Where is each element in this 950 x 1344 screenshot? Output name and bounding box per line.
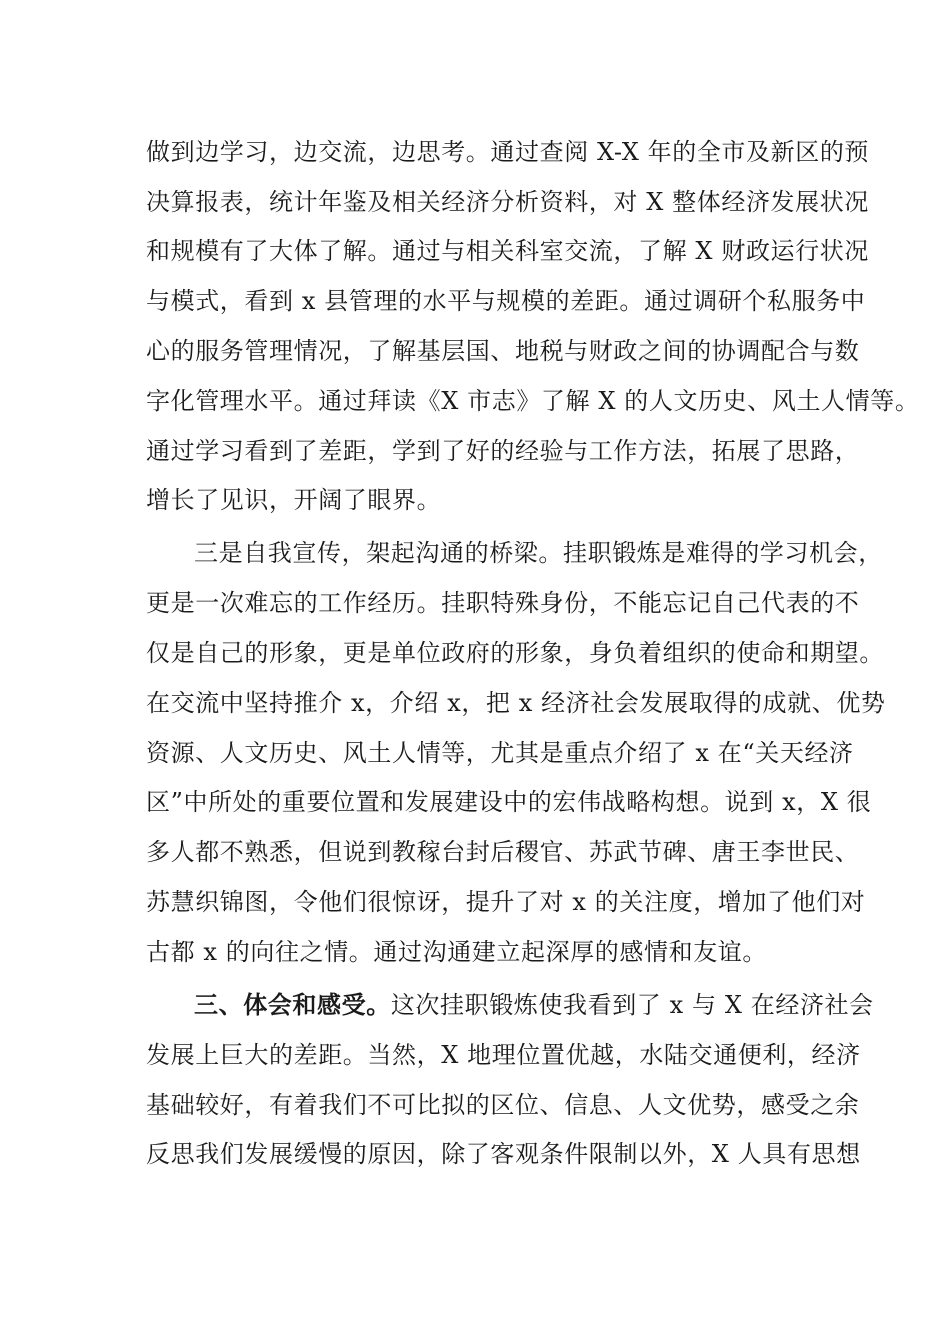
section-heading: 三、体会和感受。: [194, 990, 391, 1019]
text-line: 与模式，看到 x 县管理的水平与规模的差距。通过调研个私服务中: [146, 287, 866, 315]
text-line: 区”中所处的重要位置和发展建设中的宏伟战略构想。说到 x，X 很: [146, 788, 872, 816]
text-line: 做到边学习，边交流，边思考。通过查阅 X-X 年的全市及新区的预: [146, 138, 870, 166]
text-line: 苏慧织锦图，令他们很惊讶，提升了对 x 的关注度，增加了他们对: [146, 888, 866, 916]
text-line: 仅是自己的形象，更是单位政府的形象，身负着组织的使命和期望。: [146, 639, 884, 667]
text-line: 三是自我宣传，架起沟通的桥梁。挂职锻炼是难得的学习机会，: [194, 539, 883, 567]
heading-line-text: 这次挂职锻炼使我看到了 x 与 X 在经济社会: [390, 991, 874, 1019]
text-line: 古都 x 的向往之情。通过沟通建立起深厚的感情和友谊。: [146, 938, 767, 966]
text-line: 资源、人文历史、风土人情等，尤其是重点介绍了 x 在“关天经济: [146, 739, 854, 767]
text-line: 增长了见识，开阔了眼界。: [146, 486, 442, 514]
text-line: 在交流中坚持推介 x，介绍 x，把 x 经济社会发展取得的成就、优势: [146, 689, 886, 717]
text-line: 心的服务管理情况，了解基层国、地税与财政之间的协调配合与数: [146, 337, 860, 365]
text-line: 字化管理水平。通过拜读《X 市志》了解 X 的人文历史、风土人情等。: [146, 387, 920, 415]
text-line: 反思我们发展缓慢的原因，除了客观条件限制以外，X 人具有思想: [146, 1140, 861, 1168]
text-line: 和规模有了大体了解。通过与相关科室交流，了解 X 财政运行状况: [146, 237, 869, 265]
text-line: 多人都不熟悉，但说到教稼台封后稷官、苏武节碑、唐王李世民、: [146, 838, 860, 866]
text-line-with-heading: [194, 990, 874, 1020]
text-line: 发展上巨大的差距。当然，X 地理位置优越，水陆交通便利，经济: [146, 1041, 861, 1069]
text-line: 更是一次难忘的工作经历。挂职特殊身份，不能忘记自己代表的不: [146, 589, 860, 617]
text-line: 通过学习看到了差距，学到了好的经验与工作方法，拓展了思路，: [146, 437, 860, 465]
text-line: 基础较好，有着我们不可比拟的区位、信息、人文优势，感受之余: [146, 1091, 860, 1119]
text-line: 决算报表，统计年鉴及相关经济分析资料，对 X 整体经济发展状况: [146, 188, 869, 216]
